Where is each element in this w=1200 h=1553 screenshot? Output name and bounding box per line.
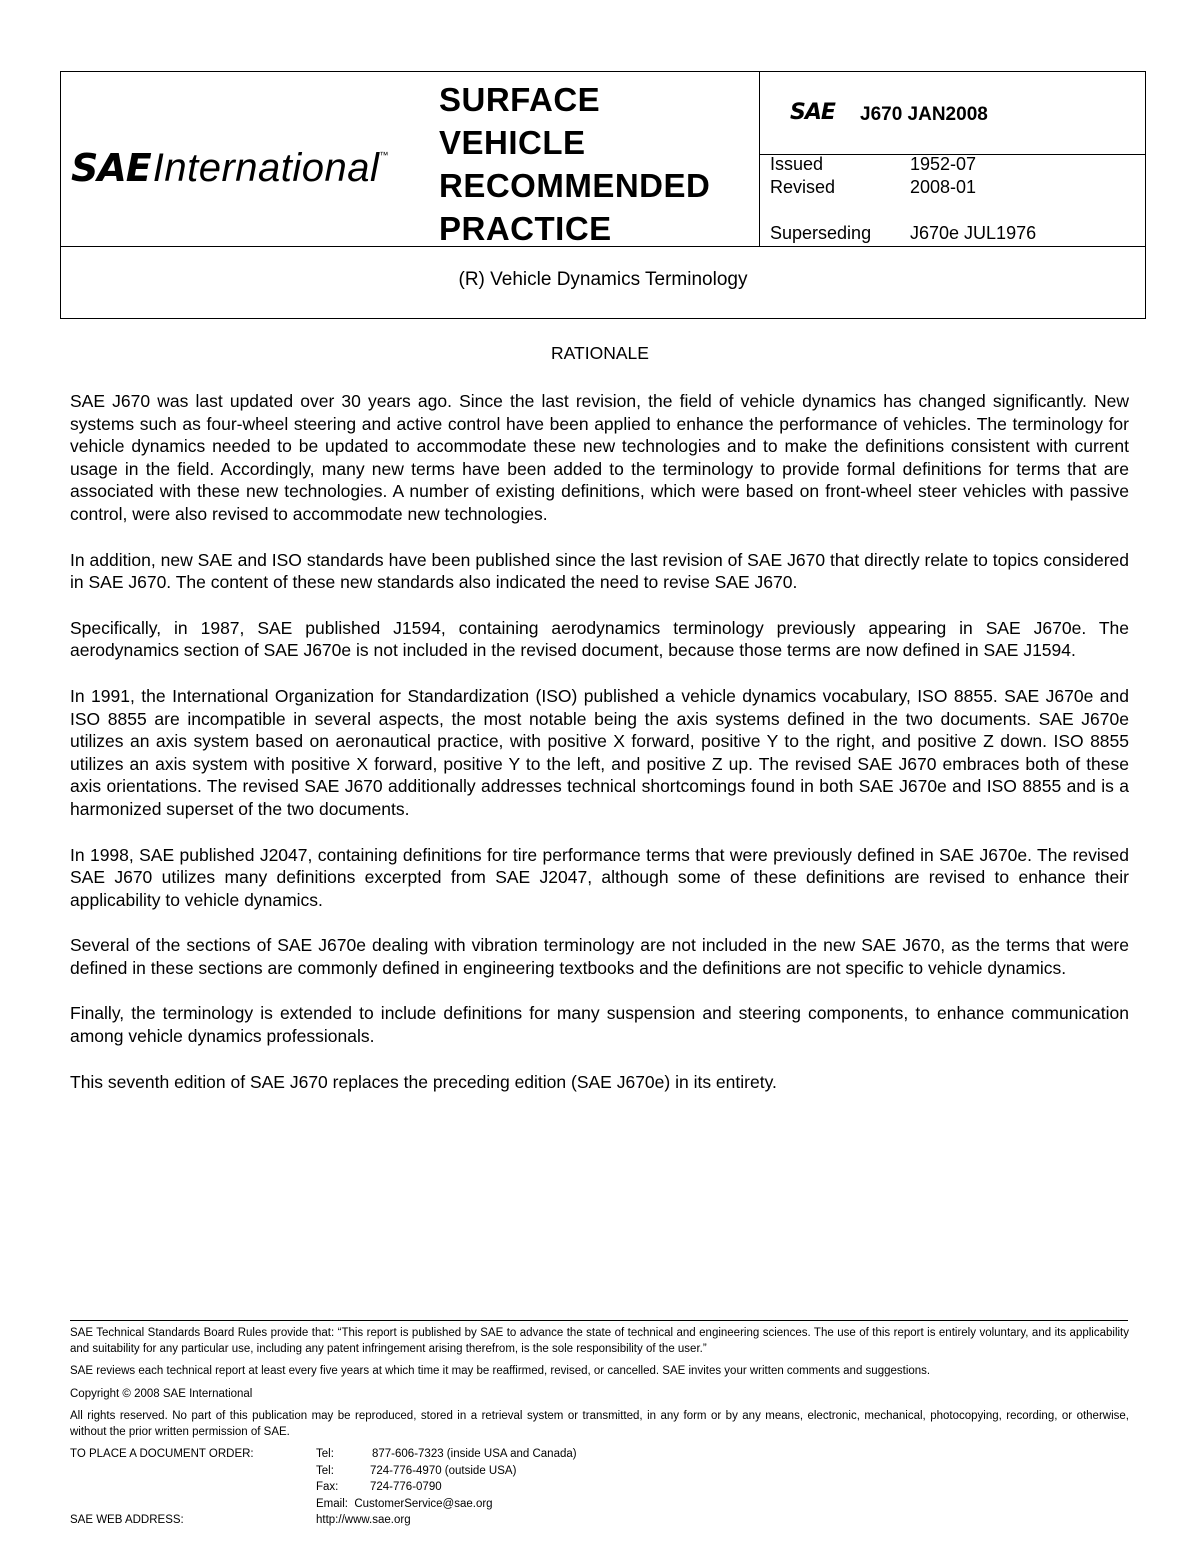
logo-cell bbox=[61, 72, 437, 246]
rationale-paragraph: In 1998, SAE published J2047, containing definitions for tire performance terms that were previously defined in SAE J670e. The revised SAE J670 utilizes many definitions excerpted from SAE J2047, although some of these definitions are revised to enhance their applicability to vehicle dynamics. bbox=[70, 844, 1129, 910]
superseding-label: Superseding bbox=[770, 223, 872, 243]
logo-text: International bbox=[152, 146, 380, 190]
doc-number-row bbox=[760, 72, 1146, 155]
header-top-row bbox=[61, 72, 1145, 247]
footer-notice bbox=[70, 1326, 1129, 1447]
footer-paragraph: All rights reserved. No part of this publication may be reproduced, stored in a retrieval system or transmitted, in any form or by any means, electronic, mechanical, photocopying, recording, or otherwise, without the prior written permission of SAE. bbox=[70, 1410, 1129, 1438]
rationale-paragraph: Specifically, in 1987, SAE published J1594, containing aerodynamics terminology previously appearing in SAE J670e. The aerodynamics section of SAE J670e is not included in the revised document, because those terms are now defined in SAE J1594. bbox=[70, 617, 1129, 661]
doc-number: J670 JAN2008 bbox=[860, 104, 988, 125]
category-line: PRACTICE bbox=[439, 210, 612, 247]
category-line: RECOMMENDED bbox=[439, 167, 711, 204]
order-label: TO PLACE A DOCUMENT ORDER: bbox=[70, 1448, 254, 1460]
contact-row-email bbox=[316, 1496, 577, 1513]
logo-trademark: ™ bbox=[379, 150, 389, 160]
rationale-paragraph: In 1991, the International Organization for Standardization (ISO) published a vehicle dynamics vocabulary, ISO 8855. SAE J670e and ISO 8855 are incompatible in several aspects, the most notable being the axis systems defined in the two documents. SAE J670e utilizes an axis system based on aeronautical practice, with positive X forward, positive Y to the right, and positive Z down. ISO 8855 utilizes an axis system with positive X forward, positive Y to the left, and positive Z up. The revised SAE J670 embraces both of these axis orientations. The revised SAE J670 additionally addresses technical shortcomings found in both SAE J670e and ISO 8855 and is a harmonized superset of the two documents. bbox=[70, 685, 1129, 819]
document-category bbox=[439, 78, 759, 250]
superseding-value: J670e JUL1976 bbox=[910, 223, 1037, 243]
rationale-paragraph: In addition, new SAE and ISO standards have been published since the last revision of SAE J670 that directly relate to topics considered in SAE J670. The content of these new standards also indicated the need to revise SAE J670. bbox=[70, 549, 1129, 593]
sae-mark: SAE bbox=[790, 100, 835, 125]
document-header bbox=[60, 71, 1146, 319]
fax-value: 724-776-0790 bbox=[370, 1481, 442, 1494]
footer-paragraph: SAE reviews each technical report at least every five years at which time it may be reaffirmed, revised, or cancelled. SAE invites your written comments and suggestions. bbox=[70, 1365, 931, 1377]
document-title-row bbox=[61, 246, 1145, 318]
category-line: SURFACE bbox=[439, 81, 601, 118]
tel2-label: Tel: bbox=[316, 1464, 334, 1477]
revised-row bbox=[770, 177, 976, 198]
web-address-link[interactable]: http://www.sae.org bbox=[316, 1514, 411, 1527]
issued-row bbox=[770, 154, 976, 175]
footer-paragraph: SAE Technical Standards Board Rules provide that: “This report is published by SAE to advance the state of technical and engineering sciences. The use of this report is entirely voluntary, and its applicability and suitability for any particular use, including any patent infringement arising therefrom, is the sole responsibility of the user.” bbox=[70, 1327, 1129, 1355]
fax-label: Fax: bbox=[316, 1481, 339, 1494]
document-title: (R) Vehicle Dynamics Terminology bbox=[458, 269, 748, 290]
rationale-paragraph: Finally, the terminology is extended to include definitions for many suspension and steering components, to enhance communication among vehicle dynamics professionals. bbox=[70, 1003, 1129, 1047]
logo-mark: SAE bbox=[71, 146, 151, 190]
tel2-value: 724-776-4970 (outside USA) bbox=[370, 1464, 517, 1477]
email-link[interactable]: CustomerService@sae.org bbox=[354, 1497, 493, 1510]
contact-row-tel1 bbox=[316, 1446, 577, 1463]
rationale-heading: RATIONALE bbox=[551, 343, 649, 363]
rationale-paragraph: SAE J670 was last updated over 30 years ago. Since the last revision, the field of vehicle dynamics has changed significantly. New systems such as four-wheel steering and active control have been applied to enhance the performance of vehicles. The terminology for vehicle dynamics needed to be updated to accommodate these new technologies and to make the definitions consistent with current usage in the field. Accordingly, many new terms have been added to the terminology to provide formal definitions for terms that are associated with these new technologies. A number of existing definitions, which were based on front-wheel steer vehicles with passive control, were also revised to accommodate new technologies. bbox=[70, 391, 1129, 524]
email-label: Email: bbox=[316, 1497, 348, 1510]
tel1-label: Tel: bbox=[316, 1448, 334, 1460]
rationale-paragraph: Several of the sections of SAE J670e dealing with vibration terminology are not included in the new SAE J670, as the terms that were defined in these sections are commonly defined in engineering textbooks and the definitions are not specific to vehicle dynamics. bbox=[70, 935, 1129, 978]
revised-value: 2008-01 bbox=[910, 177, 977, 197]
tel1-value: 877-606-7323 (inside USA and Canada) bbox=[372, 1448, 577, 1460]
revised-label: Revised bbox=[770, 177, 836, 197]
contact-row-fax bbox=[316, 1479, 577, 1496]
sae-international-logo bbox=[71, 146, 388, 191]
footer-copyright: Copyright © 2008 SAE International bbox=[70, 1387, 253, 1400]
footer-divider bbox=[70, 1320, 1128, 1321]
superseding-row bbox=[770, 223, 1036, 244]
contact-row-tel2 bbox=[316, 1463, 577, 1480]
issued-value: 1952-07 bbox=[910, 154, 977, 174]
contact-row-web bbox=[316, 1512, 577, 1529]
document-info-cell bbox=[759, 72, 1146, 246]
category-line: VEHICLE bbox=[439, 124, 586, 161]
web-address-label: SAE WEB ADDRESS: bbox=[70, 1514, 184, 1526]
issued-label: Issued bbox=[770, 154, 824, 174]
contact-list bbox=[316, 1446, 577, 1529]
rationale-body bbox=[70, 390, 1129, 1116]
rationale-paragraph: This seventh edition of SAE J670 replaces the preceding edition (SAE J670e) in its entirety. bbox=[70, 1071, 777, 1092]
